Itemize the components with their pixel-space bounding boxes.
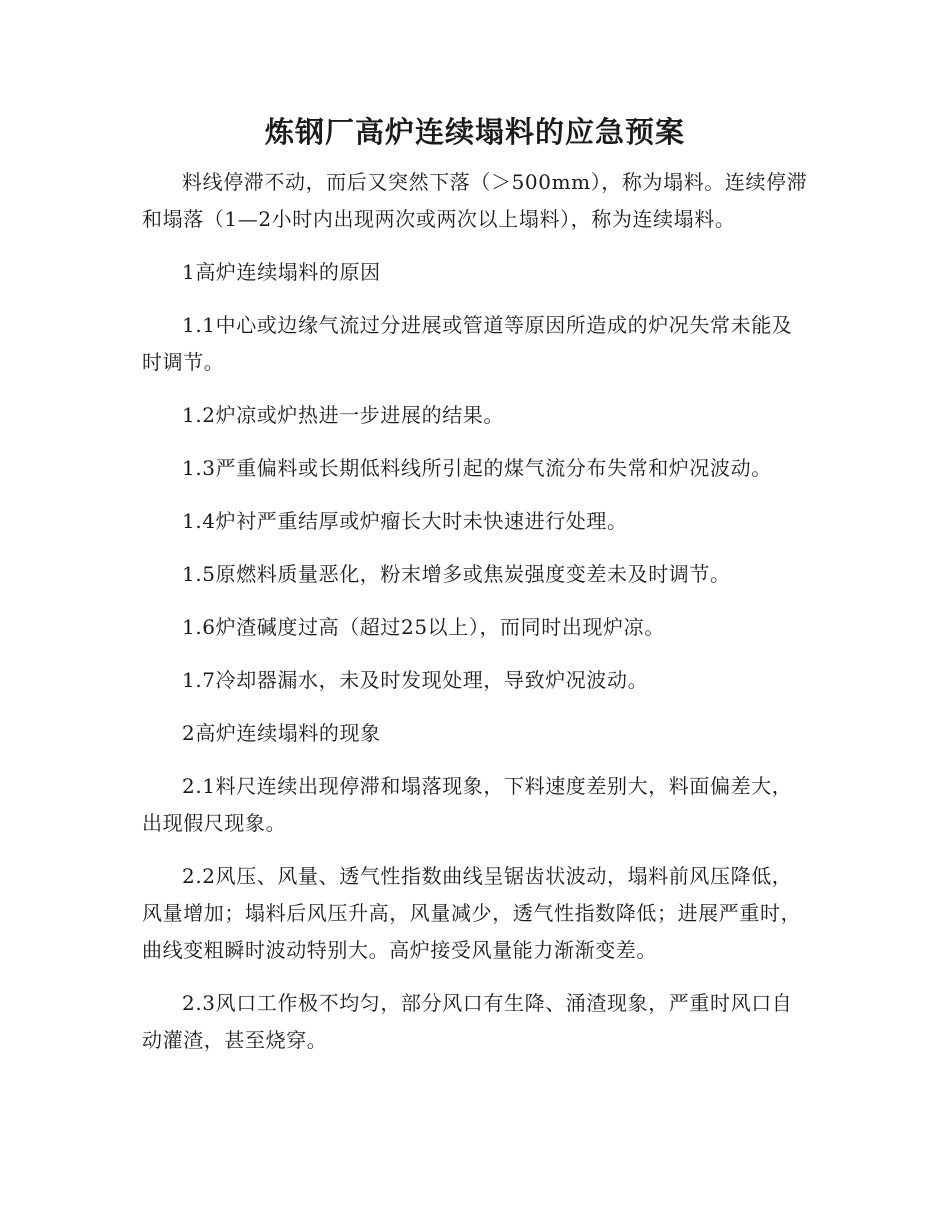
document-body (142, 164, 810, 1075)
document-title: 炼钢厂高炉连续塌料的应急预案 (264, 115, 685, 149)
cause-item-1-2: 1.2炉凉或炉热进一步进展的结果。 (182, 403, 505, 427)
cause-item-1-3: 1.3严重偏料或长期低料线所引起的煤气流分布失常和炉况波动。 (182, 456, 772, 480)
section-heading-causes: 1高炉连续塌料的原因 (182, 260, 381, 284)
intro-paragraph: 料线停滞不动，而后又突然下落（＞500mm），称为塌料。连续停滞和塌落（1—2小时内出现两次或两次以上塌料），称为连续塌料。 (142, 170, 808, 231)
phenomenon-item-2-1: 2.1料尺连续出现停滞和塌落现象，下料速度差别大，料面偏差大，出现假尺现象。 (142, 774, 793, 835)
phenomenon-item-2-3: 2.3风口工作极不均匀，部分风口有生降、涌渣现象，严重时风口自动灌渣，甚至烧穿。 (142, 991, 793, 1052)
cause-item-1-1: 1.1中心或边缘气流过分进展或管道等原因所造成的炉况失常未能及时调节。 (142, 313, 793, 374)
phenomenon-item-2-2: 2.2风压、风量、透气性指数曲线呈锯齿状波动，塌料前风压降低，风量增加；塌料后风压升高，风量减少，透气性指数降低；进展严重时，曲线变粗瞬时波动特别大。高炉接受风量能力渐渐变差。 (142, 864, 802, 962)
cause-item-1-6: 1.6炉渣碱度过高（超过25以上），而同时出现炉凉。 (182, 615, 665, 639)
section-heading-phenomena: 2高炉连续塌料的现象 (182, 721, 381, 745)
cause-item-1-7: 1.7冷却器漏水，未及时发现处理，导致炉况波动。 (182, 668, 649, 692)
cause-item-1-4: 1.4炉衬严重结厚或炉瘤长大时未快速进行处理。 (182, 509, 628, 533)
cause-item-1-5: 1.5原燃料质量恶化，粉末增多或焦炭强度变差未及时调节。 (182, 562, 731, 586)
